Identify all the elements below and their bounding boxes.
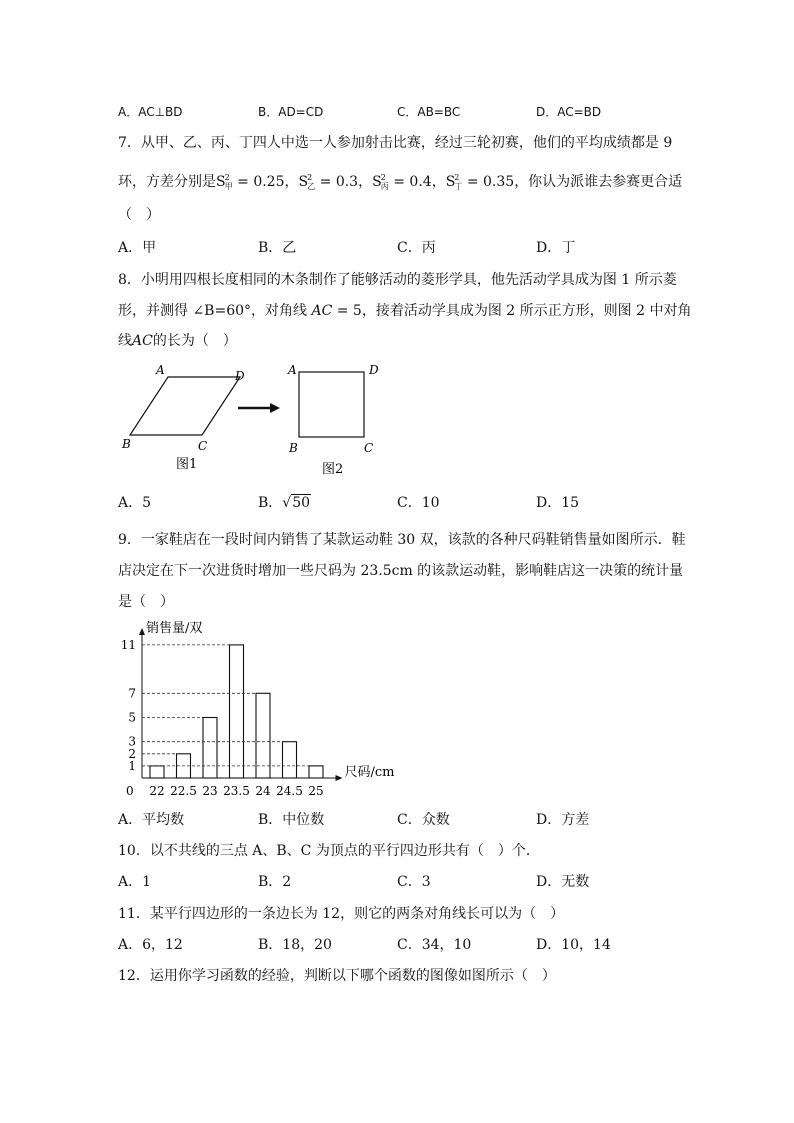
q8-var-ac: AC [132, 333, 153, 349]
fig1-caption: 图1 [176, 457, 198, 472]
q8-option-d: D．15 [536, 495, 580, 511]
y-tick-label: 5 [128, 710, 136, 725]
q8-option-c: C．10 [397, 495, 440, 511]
fig1-label-d: D [235, 369, 245, 383]
q8-option-b-radicand: 50 [292, 495, 311, 511]
bar [150, 766, 164, 778]
square-shape [299, 372, 364, 437]
fig2-label-b: B [289, 441, 298, 455]
var-value: = 0.25 [237, 174, 285, 190]
rhombus-shape [130, 377, 240, 435]
var-exp: 2 [454, 173, 460, 182]
x-tick-label: 22.5 [170, 784, 197, 798]
sep: ， [284, 174, 299, 190]
var-exp: 2 [307, 173, 313, 182]
var-sub: 丁 [454, 182, 463, 191]
y-tick-label: 3 [128, 734, 136, 749]
chart-layer [121, 620, 395, 798]
var-s: S [298, 174, 309, 190]
var-value: = 0.35 [466, 174, 515, 190]
q8-line-3 [118, 331, 237, 351]
variance-jia [216, 174, 285, 190]
q7-line-2-suffix: ，你认为派谁去参赛更合适 [514, 174, 683, 190]
q11-option-b: B．18，20 [258, 937, 332, 953]
figure-2-square [287, 363, 379, 477]
variance-bing [372, 174, 432, 190]
x-tick-label: 24 [255, 784, 271, 798]
x-tick-label: 25 [308, 784, 324, 798]
x-axis-arrow [336, 775, 343, 781]
q8-option-b-label: B． [258, 495, 283, 511]
q6-option-c: C．AB=BC [397, 105, 461, 119]
y-tick-label: 2 [128, 746, 136, 761]
q6-option-a: A．AC⊥BD [118, 105, 183, 119]
var-s: S [445, 174, 456, 190]
arrow-head [270, 403, 280, 413]
fig1-label-b: B [122, 437, 131, 451]
q12-line-1: 12．运用你学习函数的经验，判断以下哪个函数的图像如图所示（ ） [118, 968, 556, 984]
q7-line-3: （ ） [118, 207, 160, 223]
q8-line-2 [118, 301, 691, 321]
var-sub: 乙 [307, 182, 316, 191]
sep: ， [431, 174, 446, 190]
arrow [238, 403, 280, 413]
var-exp: 2 [224, 173, 230, 182]
var-s: S [372, 174, 382, 190]
q11-option-d: D．10，14 [536, 937, 611, 953]
fig2-label-d: D [369, 363, 379, 377]
bar [230, 645, 244, 778]
var-value: = 0.4 [393, 174, 432, 190]
q7-line-2-prefix: 环，方差分别是 [118, 174, 216, 190]
q8-figures [112, 358, 402, 483]
q10-line-1: 10．以不共线的三点 A、B、C 为顶点的平行四边形共有（ ）个． [118, 843, 540, 859]
y-axis-label: 销售量/双 [146, 621, 203, 636]
y-tick-label: 7 [128, 686, 136, 701]
bar [283, 742, 297, 778]
q8-var-ac: AC [311, 303, 333, 319]
q7-option-b: B．乙 [258, 240, 297, 256]
fig2-caption: 图2 [322, 462, 344, 477]
var-s: S [216, 174, 226, 190]
q6-option-b: B．AD=CD [258, 105, 324, 119]
q8-line-2a: 形，并测得 ∠B=60°，对角线 [118, 303, 308, 319]
x-tick-label: 23.5 [223, 784, 250, 798]
q8-option-a: A．5 [118, 495, 152, 511]
fig2-label-a: A [288, 363, 297, 377]
x-tick-label: 23 [202, 784, 218, 798]
y-axis-arrow [139, 628, 145, 635]
q9-option-a: A．平均数 [118, 812, 185, 828]
x-tick-label: 24.5 [276, 784, 303, 798]
q8-line-2b: = 5，接着活动学具成为图 2 所示正方形，则图 2 中对角 [332, 303, 692, 319]
y-tick-label: 1 [128, 758, 136, 773]
q11-line-1: 11．某平行四边形的一条边长为 12，则它的两条对角线长可以为（ ） [118, 906, 565, 922]
q10-option-b: B．2 [258, 874, 292, 890]
sales-bar-chart [110, 615, 410, 805]
q8-option-b [258, 493, 311, 513]
variance-yi [299, 174, 359, 190]
q9-option-c: C．众数 [397, 812, 450, 828]
q9-line-3: 是（ ） [118, 594, 174, 610]
q7-option-a: A．甲 [118, 240, 157, 256]
q10-option-a: A．1 [118, 874, 152, 890]
var-sub: 甲 [224, 182, 233, 191]
q9-line-1: 9．一家鞋店在一段时间内销售了某款运动鞋 30 双，该款的各种尺码鞋销售量如图所示．鞋 [118, 532, 686, 548]
q9-option-d: D．方差 [536, 812, 590, 828]
q11-option-a: A．6，12 [118, 937, 183, 953]
q9-line-2: 店决定在下一次进货时增加一些尺码为 23.5cm 的该款运动鞋，影响鞋店这一决策的统计量 [118, 563, 684, 579]
q6-option-d: D．AC=BD [536, 105, 602, 119]
q7-option-c: C．丙 [397, 240, 436, 256]
var-value: = 0.3 [319, 174, 359, 190]
y-tick-label: 11 [120, 637, 136, 652]
variance-ding [446, 174, 515, 190]
sep: ， [358, 174, 373, 190]
fig1-label-c: C [198, 439, 208, 453]
q11-option-c: C．34，10 [397, 937, 472, 953]
var-exp: 2 [380, 173, 386, 182]
origin-label: 0 [126, 784, 134, 798]
q8-line-3a: 线 [118, 333, 132, 349]
q7-line-2 [118, 168, 682, 197]
q10-option-c: C．3 [397, 874, 431, 890]
bar [203, 718, 217, 779]
q7-line-1: 7．从甲、乙、丙、丁四人中选一人参加射击比赛，经过三轮初赛，他们的平均成绩都是 9 [118, 135, 673, 151]
x-tick-label: 22 [149, 784, 165, 798]
fig1-label-a: A [156, 363, 165, 377]
figure-1-rhombus [121, 363, 245, 472]
q10-option-d: D．无数 [536, 874, 590, 890]
x-axis-label: 尺码/cm [344, 765, 395, 780]
q7-option-d: D．丁 [536, 240, 576, 256]
bar [256, 693, 270, 778]
fig2-label-c: C [364, 441, 374, 455]
q8-line-3b: 的长为（ ） [152, 333, 237, 349]
q8-line-1: 8．小明用四根长度相同的木条制作了能够活动的菱形学具，他先活动学具成为图 1 所示菱 [118, 272, 677, 288]
bar [309, 766, 323, 778]
sqrt-icon: √ [282, 495, 292, 511]
var-sub: 丙 [380, 182, 389, 191]
q9-option-b: B．中位数 [258, 812, 325, 828]
